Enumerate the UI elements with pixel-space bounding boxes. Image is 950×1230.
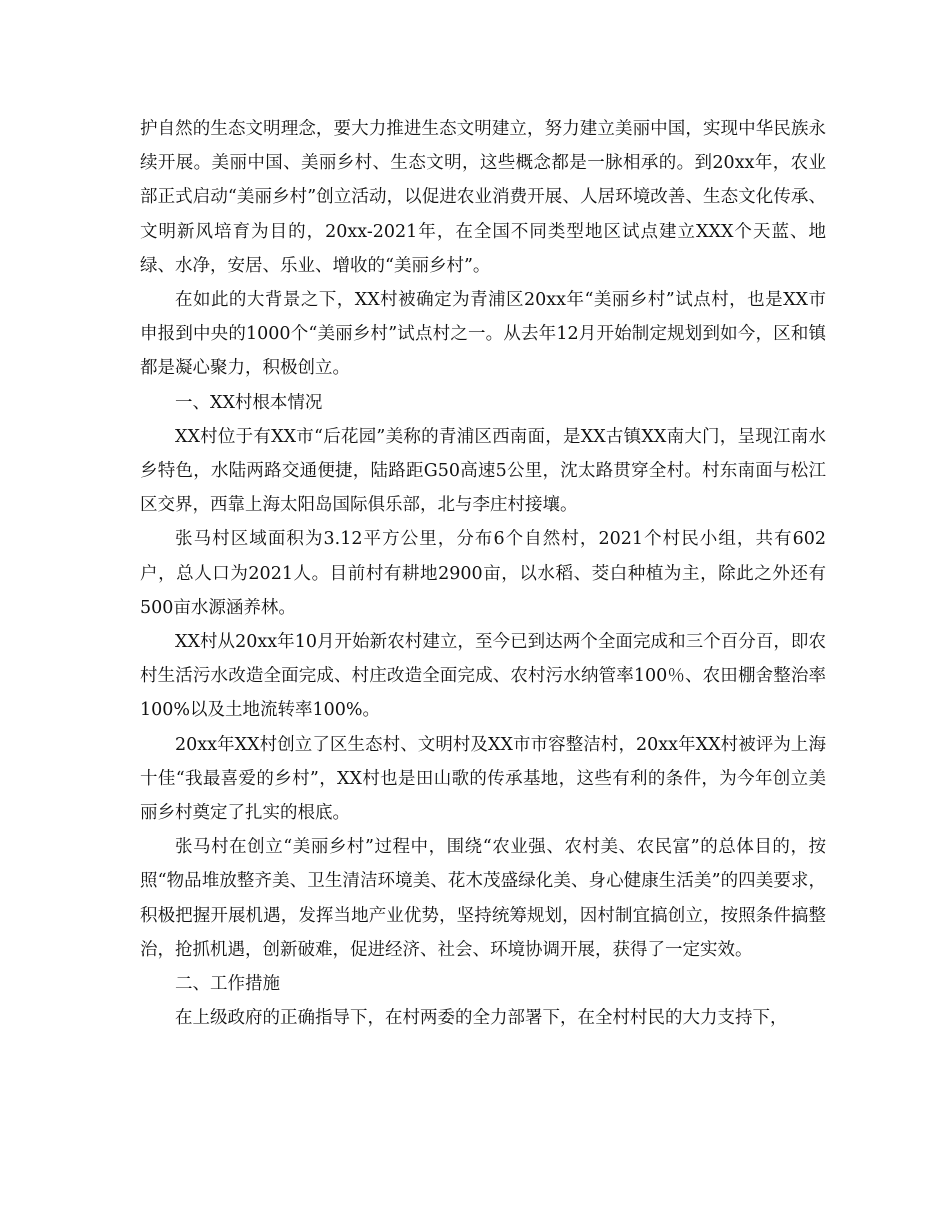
paragraph-location: XX村位于有XX市“后花园”美称的青浦区西南面，是XX古镇XX南大门，呈现江南水乡特色，水陆两路交通便捷，陆路距G50高速5公里，沈太路贯穿全村。村东南面与松江区交界，西靠上海太阳岛国际俱乐部，北与李庄村接壤。 <box>140 426 826 516</box>
section-heading-basic-info: 一、XX村根本情况 <box>175 392 323 413</box>
paragraph-background: 在如此的大背景之下，XX村被确定为青浦区20xx年“美丽乡村”试点村，也是XX市申报到中央的1000个“美丽乡村”试点村之一。从去年12月开始制定规划到如今，区和镇都是凝心聚力，积极创立。 <box>140 290 826 379</box>
document-body <box>140 112 826 1035</box>
paragraph-measures-intro: 在上级政府的正确指导下，在村两委的全力部署下，在全村村民的大力支持下， <box>175 1008 788 1029</box>
section-heading-measures: 二、工作措施 <box>175 974 280 995</box>
paragraph-honors: 20xx年XX村创立了区生态村、文明村及XX市市容整洁村，20xx年XX村被评为上海十佳“我最喜爱的乡村”，XX村也是田山歌的传承基地，这些有利的条件，为今年创立美丽乡村奠定了扎实的根底。 <box>140 734 826 824</box>
paragraph-construction-progress: XX村从20xx年10月开始新农村建立，至今已到达两个全面完成和三个百分百，即农村生活污水改造全面完成、村庄改造全面完成、农村污水纳管率100％、农田棚舍整治率100%以及土地流转率100%。 <box>140 632 826 721</box>
paragraph-area-population: 张马村区域面积为3.12平方公里，分布6个自然村，2021个村民小组，共有602户，总人口为2021人。目前村有耕地2900亩，以水稻、茭白种植为主，除此之外还有500亩水源涵养林。 <box>140 529 826 618</box>
paragraph-continuation: 护自然的生态文明理念，要大力推进生态文明建立，努力建立美丽中国，实现中华民族永续开展。美丽中国、美丽乡村、生态文明，这些概念都是一脉相承的。到20xx年，农业部正式启动“美丽乡村”创立活动，以促进农业消费开展、人居环境改善、生态文化传承、文明新风培育为目的，20xx-2021年，在全国不同类型地区试点建立XXX个天蓝、地绿、水净，安居、乐业、增收的“美丽乡村”。 <box>140 119 826 276</box>
paragraph-goals: 张马村在创立“美丽乡村”过程中，围绕“农业强、农村美、农民富”的总体目的，按照“物品堆放整齐美、卫生清洁环境美、花木茂盛绿化美、身心健康生活美”的四美要求，积极把握开展机遇，发挥当地产业优势，坚持统筹规划，因村制宜搞创立，按照条件搞整治，抢抓机遇，创新破难，促进经济、社会、环境协调开展，获得了一定实效。 <box>140 837 826 960</box>
